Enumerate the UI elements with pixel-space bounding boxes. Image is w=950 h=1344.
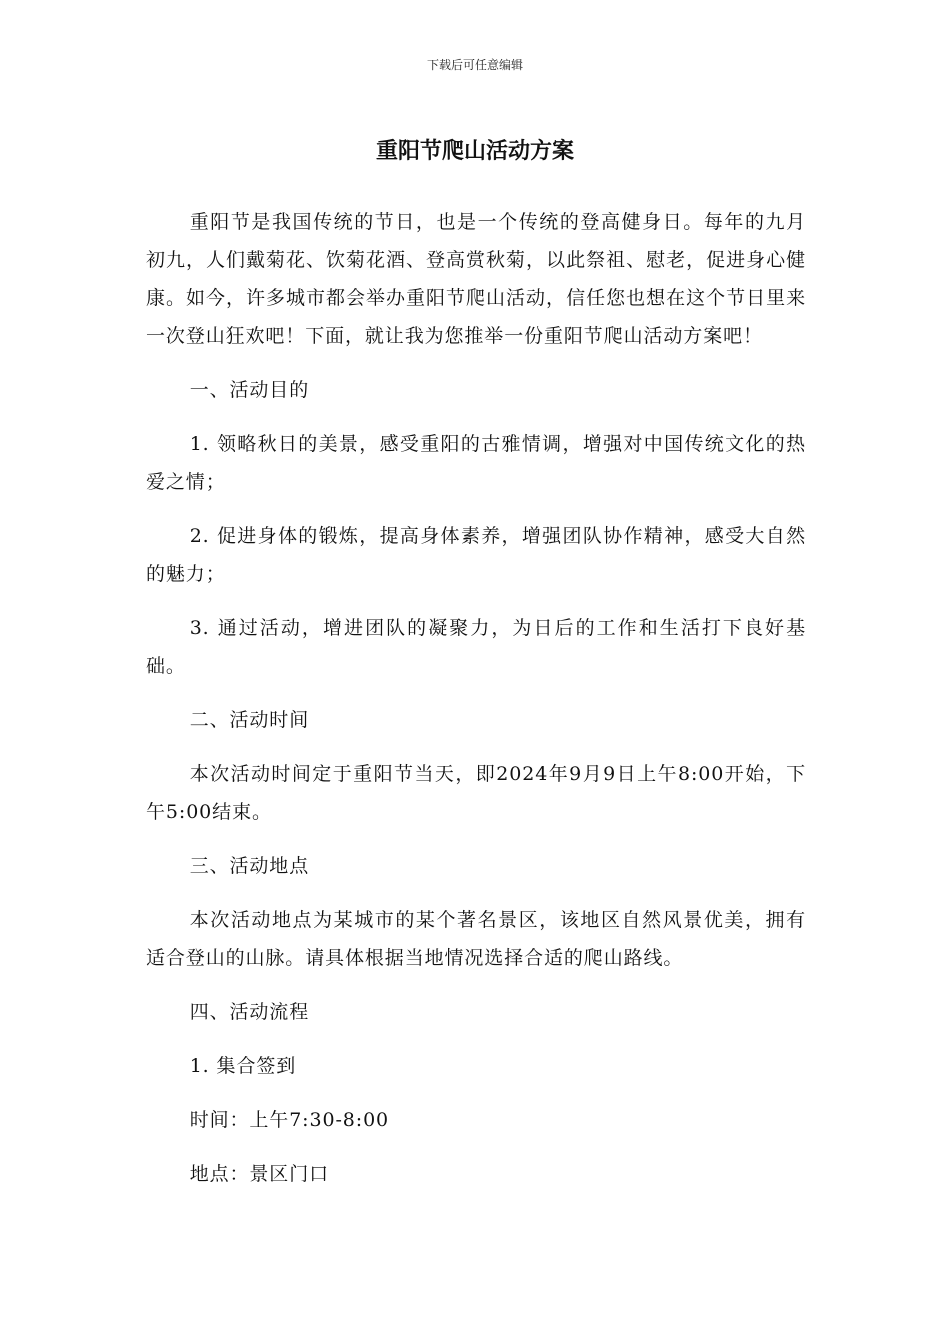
section-heading-time: 二、活动时间 <box>189 709 310 731</box>
purpose-item-1: 1. 领略秋日的美景，感受重阳的古雅情调，增强对中国传统文化的热爱之情； <box>146 433 806 493</box>
document-title: 重阳节爬山活动方案 <box>375 139 574 164</box>
location-paragraph: 本次活动地点为某城市的某个著名景区，该地区自然风景优美，拥有适合登山的山脉。请具体根据当地情况选择合适的爬山路线。 <box>146 909 806 969</box>
purpose-item-2: 2. 促进身体的锻炼，提高身体素养，增强团队协作精神，感受大自然的魅力； <box>146 525 806 585</box>
time-paragraph: 本次活动时间定于重阳节当天，即2024年9月9日上午8:00开始，下午5:00结束。 <box>146 763 806 823</box>
purpose-item-3: 3. 通过活动，增进团队的凝聚力，为日后的工作和生活打下良好基础。 <box>146 617 806 677</box>
process-step-1-time: 时间：上午7:30-8:00 <box>189 1109 390 1131</box>
intro-paragraph: 重阳节是我国传统的节日，也是一个传统的登高健身日。每年的九月初九，人们戴菊花、饮菊花酒、登高赏秋菊，以此祭祖、慰老，促进身心健康。如今，许多城市都会举办重阳节爬山活动，信任您也想在这个节日里来一次登山狂欢吧！下面，就让我为您推举一份重阳节爬山活动方案吧！ <box>146 211 806 347</box>
document-body <box>146 203 806 1193</box>
process-step-1-place: 地点：景区门口 <box>189 1163 329 1185</box>
section-heading-purpose: 一、活动目的 <box>189 379 310 401</box>
section-heading-location: 三、活动地点 <box>189 855 310 877</box>
section-heading-process: 四、活动流程 <box>189 1001 310 1023</box>
process-step-1: 1. 集合签到 <box>189 1055 297 1077</box>
header-note: 下载后可任意编辑 <box>426 58 523 72</box>
